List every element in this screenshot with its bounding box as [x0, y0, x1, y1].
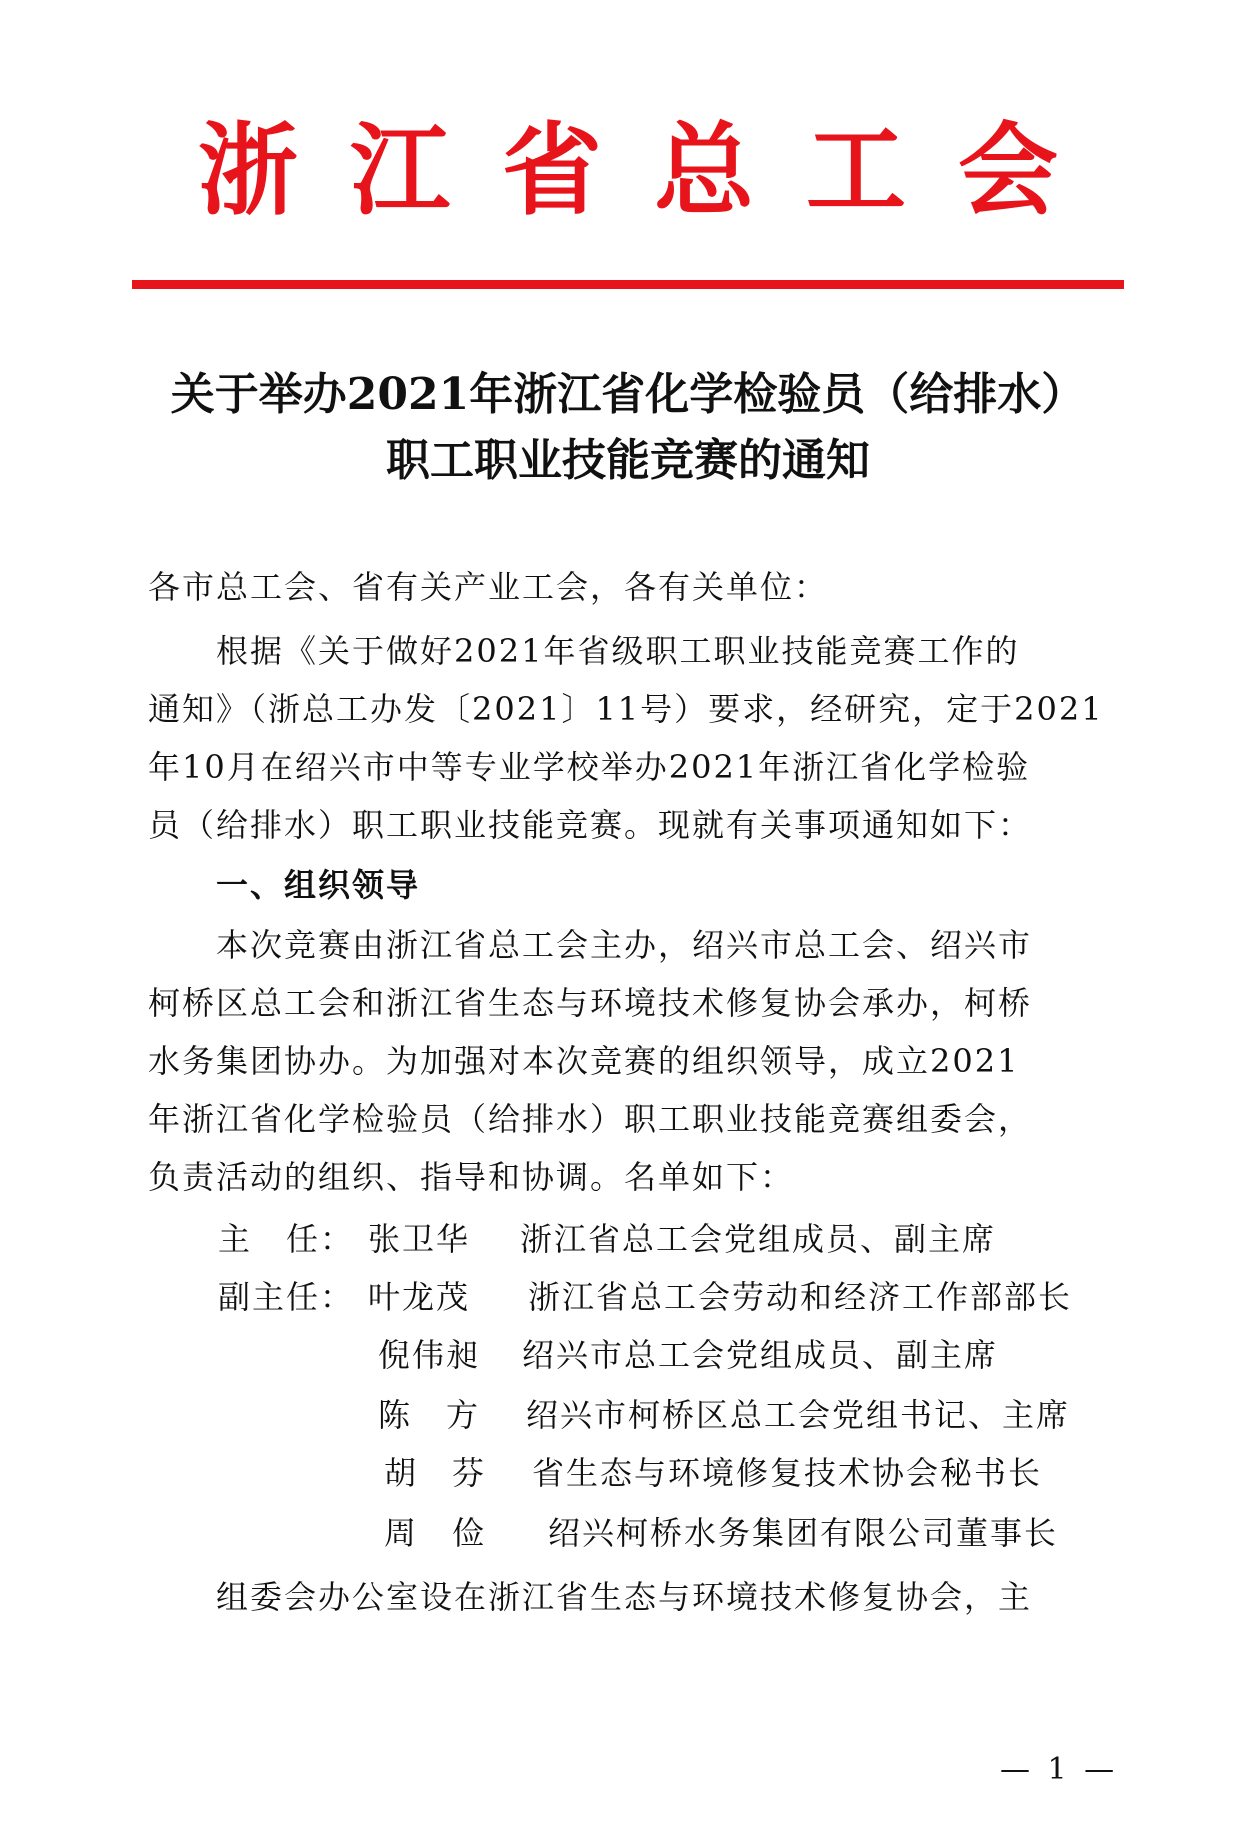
committee-name: 叶龙茂	[368, 1278, 471, 1316]
committee-name: 倪伟昶	[378, 1336, 481, 1374]
paragraph-2-line-4: 年浙江省化学检验员（给排水）职工职业技能竞赛组委会，	[148, 1100, 1033, 1138]
committee-title: 浙江省总工会党组成员、副主席	[520, 1220, 997, 1258]
paragraph-3-line-1: 组委会办公室设在浙江省生态与环境技术修复协会，主	[148, 1578, 1033, 1616]
committee-role-director: 主 任：	[218, 1220, 355, 1258]
committee-name: 周 俭	[384, 1514, 487, 1552]
document-title-line-2: 职工职业技能竞赛的通知	[386, 435, 870, 486]
paragraph-2-line-2: 柯桥区总工会和浙江省生态与环境技术修复协会承办，柯桥	[148, 984, 1033, 1022]
committee-title: 浙江省总工会劳动和经济工作部部长	[528, 1278, 1073, 1316]
masthead-org-name: 浙江省总工会	[198, 111, 1110, 229]
committee-title: 绍兴柯桥水务集团有限公司董事长	[548, 1514, 1059, 1552]
committee-name: 张卫华	[368, 1220, 471, 1258]
committee-role-deputy: 副主任：	[218, 1278, 355, 1316]
paragraph-1-line-3: 年10月在绍兴市中等专业学校举办2021年浙江省化学检验	[148, 748, 1031, 786]
paragraph-1-line-4: 员（给排水）职工职业技能竞赛。现就有关事项通知如下：	[148, 806, 1033, 844]
paragraph-1-line-1: 根据《关于做好2021年省级职工职业技能竞赛工作的	[148, 632, 1020, 670]
committee-title: 绍兴市总工会党组成员、副主席	[522, 1336, 999, 1374]
masthead-red-rule	[132, 280, 1124, 289]
paragraph-2-line-1: 本次竞赛由浙江省总工会主办，绍兴市总工会、绍兴市	[148, 926, 1033, 964]
document-title-line-1: 关于举办2021年浙江省化学检验员（给排水）	[170, 369, 1086, 420]
salutation: 各市总工会、省有关产业工会，各有关单位：	[148, 568, 829, 606]
section-heading-organization: 一、组织领导	[148, 866, 421, 904]
committee-name: 陈 方	[378, 1396, 481, 1434]
committee-title: 省生态与环境修复技术协会秘书长	[532, 1454, 1043, 1492]
committee-title: 绍兴市柯桥区总工会党组书记、主席	[526, 1396, 1071, 1434]
committee-name: 胡 芬	[384, 1454, 487, 1492]
page-number: — 1 —	[1000, 1752, 1119, 1787]
paragraph-2-line-3: 水务集团协办。为加强对本次竞赛的组织领导，成立2021	[148, 1042, 1020, 1080]
paragraph-2-line-5: 负责活动的组织、指导和协调。名单如下：	[148, 1158, 795, 1196]
paragraph-1-line-2: 通知》（浙总工办发〔2021〕11号）要求，经研究，定于2021	[148, 690, 1104, 728]
